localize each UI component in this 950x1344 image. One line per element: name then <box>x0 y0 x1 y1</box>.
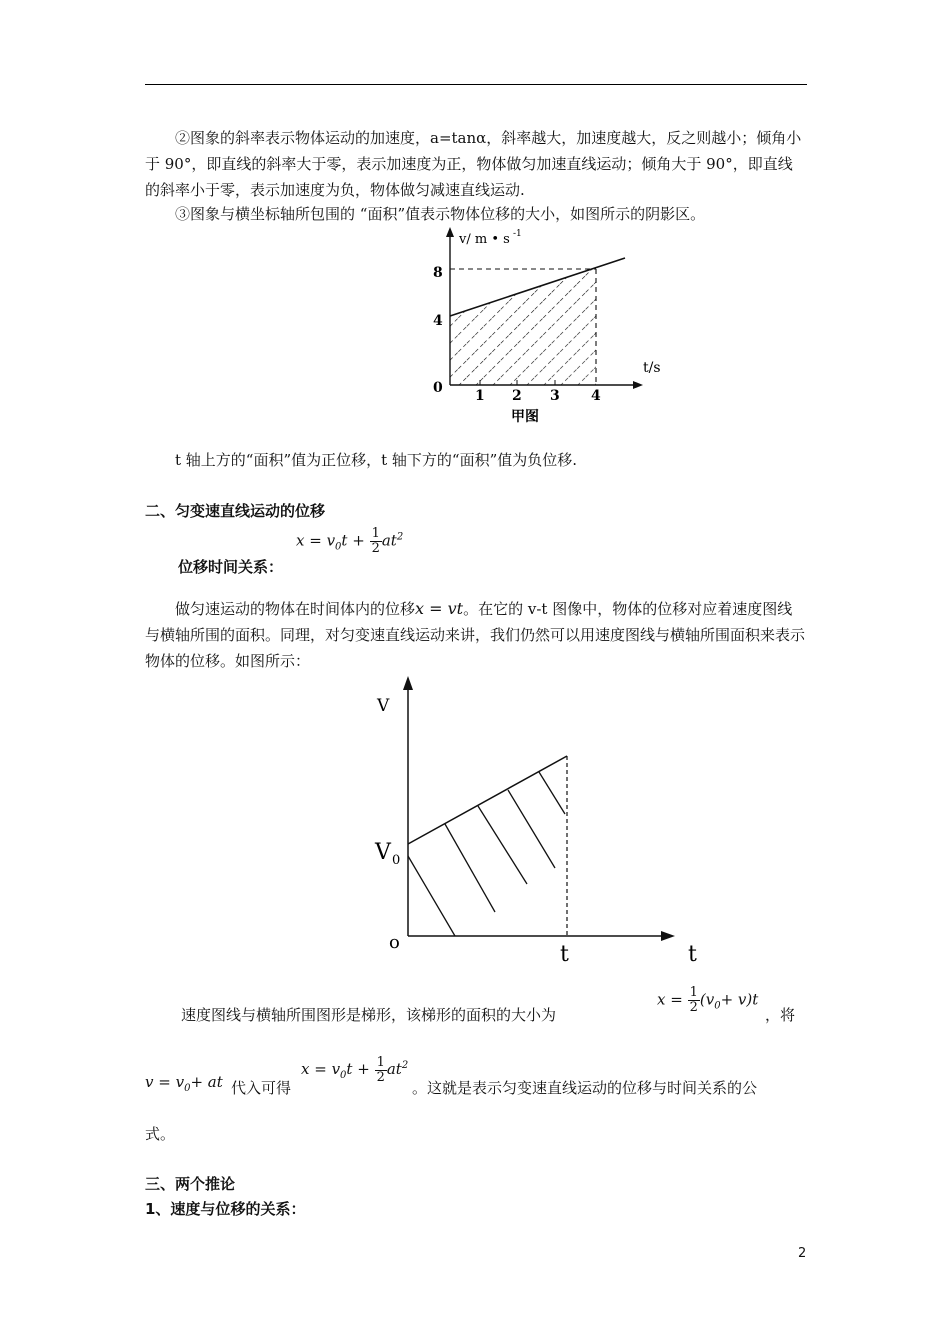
paragraph-conclusion-end: 式。 <box>145 1125 176 1143</box>
x-tick-4: 4 <box>591 388 601 404</box>
origin-label: 0 <box>433 380 443 396</box>
x-axis-label: t/s <box>643 360 661 376</box>
figure-2-trapezoid-graph <box>365 672 710 972</box>
y-axis-label: V <box>377 696 390 716</box>
section-2-title: 二、匀变速直线运动的位移 <box>145 502 326 520</box>
formula-x-equals-vt: x = vt <box>415 599 464 618</box>
x-tick-2: 2 <box>512 388 522 404</box>
hatch-line <box>445 824 495 912</box>
paragraph-sign: t 轴上方的“面积”值为正位移，t 轴下方的“面积”值为负位移. <box>175 451 578 469</box>
x-axis-arrow <box>633 381 643 389</box>
x-axis-arrow <box>661 931 675 941</box>
subsection-1-title: 1、速度与位移的关系： <box>145 1200 306 1218</box>
figure-1-caption: 甲图 <box>511 409 539 425</box>
hatch-line <box>478 806 527 884</box>
v0-label-sub: 0 <box>392 853 401 868</box>
paragraph-area: ③图象与横坐标轴所包围的 “面积”值表示物体位移的大小，如图所示的阴影区。 <box>175 205 706 223</box>
y-tick-8: 8 <box>433 265 443 281</box>
formula-trapezoid-area: x = $\frac{1}{2}$ $(v_0+ v)t$ <box>657 985 759 1015</box>
x-tick-1: 1 <box>475 388 485 404</box>
x-tick-3: 3 <box>550 388 560 404</box>
fraction-half: $\frac{1}{2}$ <box>371 526 380 556</box>
hatch-line <box>408 856 455 936</box>
page-number: 2 <box>798 1246 807 1261</box>
y-axis-arrow <box>446 227 454 237</box>
t-tick-label: t <box>560 942 569 967</box>
hatch-line <box>539 772 565 814</box>
y-tick-4: 4 <box>433 313 443 329</box>
y-axis-label: v/ m • s <box>459 232 510 247</box>
displacement-time-label: 位移时间关系： <box>178 558 284 576</box>
x-axis-label: t <box>688 942 697 967</box>
origin-label: o <box>389 932 400 953</box>
shaded-area <box>450 267 596 385</box>
figure-1-vt-graph <box>415 225 675 430</box>
section-3-title: 三、两个推论 <box>145 1175 236 1193</box>
formula-displacement-result: $x = v_0t$ + $\frac{1}{2}$ $at^2$ <box>301 1054 409 1085</box>
y-axis-label-sup: -1 <box>513 229 522 239</box>
header-rule <box>145 84 807 85</box>
displacement-time-formula: $x = v_0t$ + $\frac{1}{2}$ $at^2$ <box>296 526 404 556</box>
formula-v-equals: $v = v_0+$ at <box>145 1073 223 1094</box>
v0-label: V <box>375 840 391 865</box>
velocity-line <box>408 756 567 844</box>
y-axis-arrow <box>403 676 413 690</box>
paragraph-uniform-motion: 做匀速运动的物体在时间体内的位移x = vt。在它的 v-t 图像中，物体的位移对应着速度图线与横轴所围的面积。同理，对匀变速直线运动来讲，我们仍然可以用速度图线与横轴所围面积来表示物体的位移。如图所示： <box>145 599 806 670</box>
paragraph-slope: ②图象的斜率表示物体运动的加速度，a=tanα，斜率越大，加速度越大，反之则越小；倾角小于 90°，即直线的斜率大于零，表示加速度为正，物体做匀加速直线运动；倾角大于 90°，即直线的斜率小于零，表示加速度为负，物体做匀减速直线运动. <box>145 129 802 199</box>
hatch-line <box>508 790 555 868</box>
